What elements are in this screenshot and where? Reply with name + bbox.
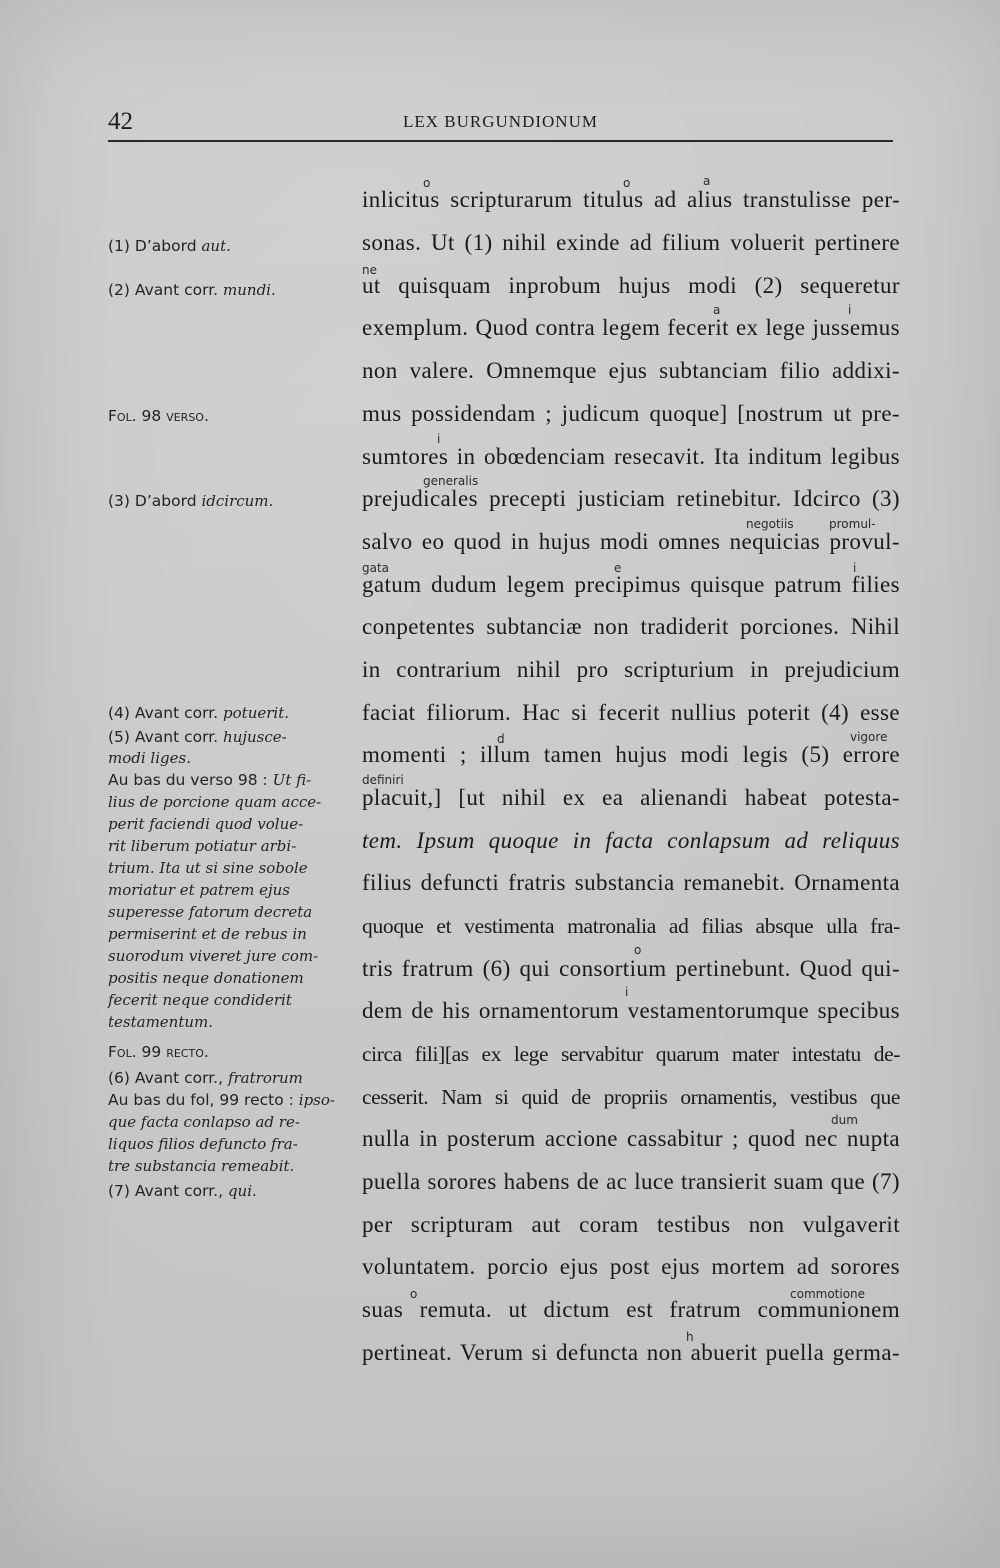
footnote-text: Avant corr. bbox=[134, 704, 219, 722]
bottom-note-98-line bbox=[108, 902, 354, 923]
footnote-italic: mundi. bbox=[223, 281, 276, 299]
footnote-text: Avant corr., bbox=[134, 1069, 224, 1087]
folio-marker-99: Fol. 99 recto. bbox=[108, 1043, 209, 1061]
interlinear-gloss: o bbox=[634, 943, 642, 957]
interlinear-gloss: d bbox=[497, 732, 505, 746]
note-italic: tre substancia remeabit. bbox=[108, 1157, 295, 1175]
interlinear-gloss: i bbox=[848, 303, 852, 317]
footnote-italic: idcircum. bbox=[201, 492, 274, 510]
main-text-line: in contrarium nihil pro scripturium in prejudicium bbox=[362, 657, 900, 682]
note-italic: Ut fi- bbox=[272, 771, 312, 789]
note-italic: fecerit neque condiderit bbox=[108, 991, 292, 1009]
note-italic: lius de porcione quam acce- bbox=[108, 793, 322, 811]
bottom-note-99-line bbox=[108, 1134, 354, 1155]
note-text: Au bas du fol, 99 recto : bbox=[108, 1091, 294, 1109]
interlinear-gloss: dum bbox=[831, 1113, 858, 1127]
bottom-note-98-line bbox=[108, 792, 354, 813]
interlinear-gloss: h bbox=[686, 1330, 694, 1344]
main-text-line: pertineat. Verum si defuncta non abuerit puella germa- bbox=[362, 1340, 900, 1365]
footnote-5 bbox=[108, 727, 354, 748]
bottom-note-98-line bbox=[108, 858, 354, 879]
main-text-line: ut quisquam inprobum hujus modi (2) sequeretur bbox=[362, 273, 900, 298]
footnote-number: (6) bbox=[108, 1069, 130, 1087]
footnote-text: Avant corr., bbox=[134, 1182, 224, 1200]
footnote-italic: fratrorum bbox=[227, 1069, 303, 1087]
footnote-number: (7) bbox=[108, 1182, 130, 1200]
interlinear-gloss: i bbox=[625, 985, 629, 999]
main-text-line: voluntatem. porcio ejus post ejus mortem ad sorores bbox=[362, 1254, 900, 1279]
main-text-line: sumtores in obœdenciam resecavit. Ita inditum legibus bbox=[362, 444, 900, 469]
interlinear-gloss: e bbox=[614, 561, 622, 575]
main-text-line: dem de his ornamentorum vestamentorumque specibus bbox=[362, 998, 900, 1023]
footnote-5-cont bbox=[108, 748, 354, 769]
note-italic: suorodum viveret jure com- bbox=[108, 947, 319, 965]
interlinear-gloss: promul- bbox=[829, 517, 876, 531]
main-text-line: exemplum. Quod contra legem fecerit ex lege jussemus bbox=[362, 315, 900, 340]
footnote-number: (3) bbox=[108, 492, 130, 510]
footnote-italic: qui. bbox=[227, 1182, 257, 1200]
main-text-line: prejudicales precepti justiciam retinebitur. Idcirco (3) bbox=[362, 486, 900, 511]
note-italic: liquos filios defuncto fra- bbox=[108, 1135, 298, 1153]
interlinear-gloss: o bbox=[423, 176, 431, 190]
running-title: LEX BURGUNDIONUM bbox=[403, 112, 598, 131]
bottom-note-98-line bbox=[108, 924, 354, 945]
interlinear-gloss: i bbox=[853, 561, 857, 575]
bottom-note-98-line bbox=[108, 1012, 354, 1033]
note-italic: positis neque donationem bbox=[108, 969, 304, 987]
main-text-line: tem. Ipsum quoque in facta conlapsum ad reliquus bbox=[362, 828, 900, 853]
footnote-1 bbox=[108, 236, 354, 257]
footnote-6 bbox=[108, 1068, 354, 1089]
footnote-3 bbox=[108, 491, 354, 512]
main-text-line: puella sorores habens de ac luce transierit suam que (7) bbox=[362, 1169, 900, 1194]
note-italic: testamentum. bbox=[108, 1013, 214, 1031]
interlinear-gloss: commotione bbox=[790, 1287, 866, 1301]
note-italic: rit liberum potiatur arbi- bbox=[108, 837, 297, 855]
bottom-note-98-line bbox=[108, 880, 354, 901]
main-text-line: nulla in posterum accione cassabitur ; quod nec nupta bbox=[362, 1126, 900, 1151]
footnote-italic: aut. bbox=[201, 237, 231, 255]
page-number: 42 bbox=[108, 108, 133, 135]
note-italic: permiserint et de rebus in bbox=[108, 925, 307, 943]
note-italic: moriatur et patrem ejus bbox=[108, 881, 290, 899]
header-rule bbox=[108, 140, 893, 142]
footnote-number: (1) bbox=[108, 237, 130, 255]
note-italic: trium. Ita ut si sine sobole bbox=[108, 859, 308, 877]
interlinear-gloss: negotiis bbox=[746, 517, 794, 531]
note-italic: ipso- bbox=[298, 1091, 335, 1109]
main-text-line: non valere. Omnemque ejus subtanciam filio addixi- bbox=[362, 358, 900, 383]
main-text-line: faciat filiorum. Hac si fecerit nullius poterit (4) esse bbox=[362, 700, 900, 725]
footnote-4 bbox=[108, 703, 354, 724]
main-text-line: circa fili][as ex lege servabitur quarum mater intestatu de- bbox=[362, 1042, 900, 1066]
interlinear-gloss: a bbox=[713, 303, 721, 317]
interlinear-gloss: vigore bbox=[850, 730, 888, 744]
main-text-line: quoque et vestimenta matronalia ad filias absque ulla fra- bbox=[362, 914, 900, 938]
interlinear-gloss: i bbox=[437, 432, 441, 446]
note-italic: superesse fatorum decreta bbox=[108, 903, 313, 921]
main-text-line: mus possidendam ; judicum quoque] [nostrum ut pre- bbox=[362, 401, 900, 426]
bottom-note-98-line bbox=[108, 836, 354, 857]
note-italic: que facta conlapso ad re- bbox=[108, 1113, 300, 1131]
main-text-line: filius defuncti fratris substancia remanebit. Ornamenta bbox=[362, 870, 900, 895]
note-italic: perit faciendi quod voluе- bbox=[108, 815, 304, 833]
footnote-text: Avant corr. bbox=[134, 728, 219, 746]
footnote-italic: potuerit. bbox=[223, 704, 289, 722]
interlinear-gloss: a bbox=[703, 174, 711, 188]
bottom-note-98-line bbox=[108, 814, 354, 835]
interlinear-gloss: ne bbox=[362, 263, 377, 277]
footnote-text: Avant corr. bbox=[134, 281, 219, 299]
main-text-line: per scripturam aut coram testibus non vulgaverit bbox=[362, 1212, 900, 1237]
interlinear-gloss: gata bbox=[362, 561, 390, 575]
footnote-italic: hujusce- bbox=[223, 728, 287, 746]
bottom-note-98-line bbox=[108, 990, 354, 1011]
main-text-line: cesserit. Nam si quid de propriis ornamentis, vestibus que bbox=[362, 1085, 900, 1109]
main-text-line: sonas. Ut (1) nihil exinde ad filium voluerit pertinere bbox=[362, 230, 900, 255]
footnote-text: D’abord bbox=[134, 492, 197, 510]
main-text-line: conpetentes subtanciæ non tradiderit porciones. Nihil bbox=[362, 614, 900, 639]
interlinear-gloss: definiri bbox=[362, 773, 404, 787]
interlinear-gloss: generalis bbox=[423, 474, 479, 488]
main-text-line: tris fratrum (6) qui consortium pertinebunt. Quod qui- bbox=[362, 956, 900, 981]
footnote-number: (4) bbox=[108, 704, 130, 722]
folio-marker-98: Fol. 98 verso. bbox=[108, 407, 209, 425]
footnote-7 bbox=[108, 1181, 354, 1202]
note-text: Au bas du verso 98 : bbox=[108, 771, 268, 789]
footnote-2 bbox=[108, 280, 354, 301]
bottom-note-99-lead bbox=[108, 1090, 354, 1111]
main-text-line: gatum dudum legem precipimus quisque patrum filies bbox=[362, 572, 900, 597]
footnote-number: (2) bbox=[108, 281, 130, 299]
main-text-line: inlicitus scripturarum titulus ad alius transtulisse per- bbox=[362, 187, 900, 212]
bottom-note-99-line bbox=[108, 1112, 354, 1133]
footnote-italic: modi liges. bbox=[108, 749, 191, 767]
main-text-line: momenti ; illum tamen hujus modi legis (5) errore bbox=[362, 742, 900, 767]
interlinear-gloss: o bbox=[623, 176, 631, 190]
bottom-note-98-lead bbox=[108, 770, 354, 791]
bottom-note-98-line bbox=[108, 968, 354, 989]
footnote-number: (5) bbox=[108, 728, 130, 746]
main-text-line: placuit,] [ut nihil ex ea alienandi habeat potesta- bbox=[362, 785, 900, 810]
footnote-text: D’abord bbox=[134, 237, 197, 255]
main-text-line: suas remuta. ut dictum est fratrum communionem bbox=[362, 1297, 900, 1322]
main-text-line: salvo eo quod in hujus modi omnes nequicias provul- bbox=[362, 529, 900, 554]
bottom-note-98-line bbox=[108, 946, 354, 967]
interlinear-gloss: o bbox=[410, 1287, 418, 1301]
bottom-note-99-line bbox=[108, 1156, 354, 1177]
